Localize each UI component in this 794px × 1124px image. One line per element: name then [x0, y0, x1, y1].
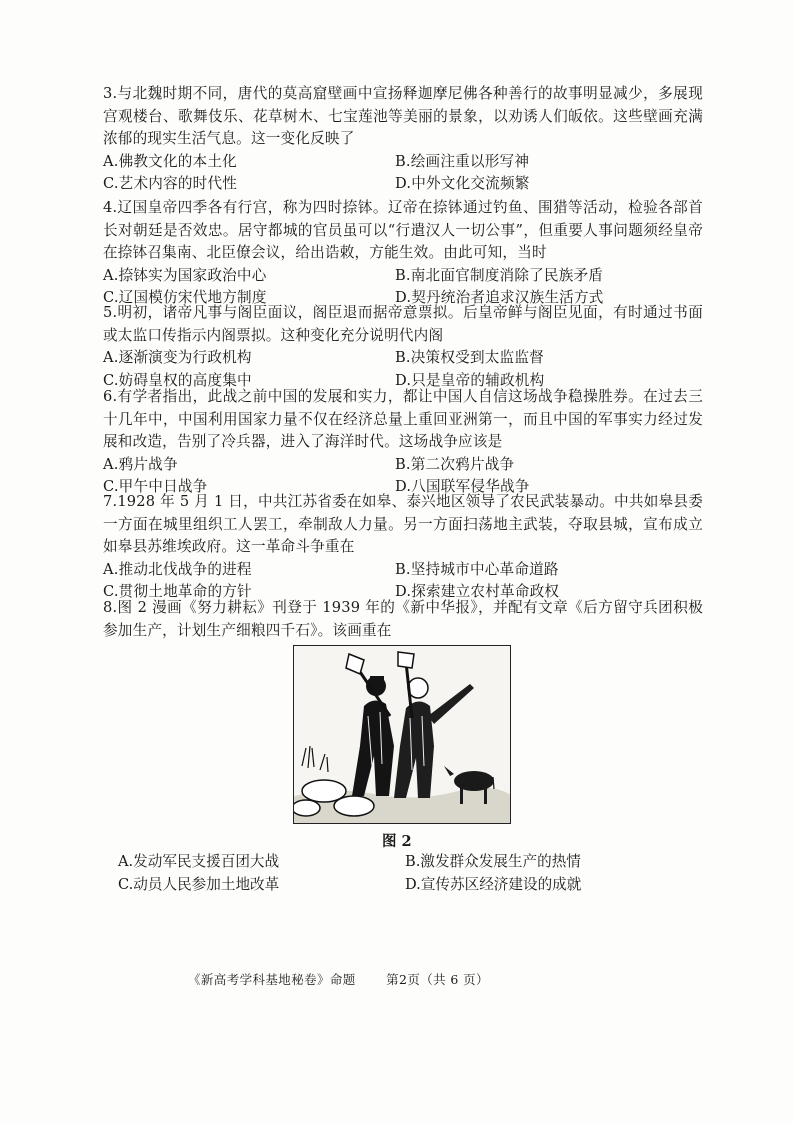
page-footer	[188, 970, 489, 988]
option-a[interactable]: A.捺钵实为国家政治中心	[103, 266, 267, 284]
option-a[interactable]: A.佛教文化的本土化	[103, 152, 237, 170]
figure-caption: 图 2	[382, 833, 412, 850]
option-d[interactable]: D.宣传苏区经济建设的成就	[405, 876, 582, 893]
question-stem: 6.有学者指出，此战之前中国的发展和实力，都让中国人自信这场战争稳操胜券。在过去三十几年中，中国利用国家力量不仅在经济总量上重回亚洲第一，而且中国的军事实力经过发展和改造，告别了冷兵器，进入了海洋时代。这场战争应该是	[103, 388, 703, 451]
question-5	[103, 302, 703, 392]
question-stem: 4.辽国皇帝四季各有行宫，称为四时捺钵。辽帝在捺钵通过钓鱼、围猎等活动，检验各部首长对朝廷是否效忠。居守都城的官员虽可以“行遣汉人一切公事”，但重要人事问题须经皇帝在捺钵召集南、北臣僚会议，给出诰敕，方能生效。由此可知，当时	[103, 199, 703, 262]
question-8	[103, 597, 703, 642]
option-c[interactable]: C.艺术内容的时代性	[103, 175, 238, 193]
options	[103, 151, 703, 196]
option-d[interactable]: D.探索建立农村革命政权	[395, 583, 560, 601]
question-stem: 5.明初，诸帝凡事与阁臣面议，阁臣退而据帝意票拟。后皇帝鲜与阁臣见面，有时通过书面或太监口传指示内阁票拟。这种变化充分说明代内阁	[103, 304, 703, 344]
question-7	[103, 491, 703, 604]
question-stem: 8.图 2 漫画《努力耕耘》刊登于 1939 年的《新中华报》，并配有文章《后方留守兵团积极参加生产，计划生产细粮四千石》。该画重在	[103, 599, 703, 639]
option-c[interactable]: C.甲午中日战争	[103, 478, 208, 496]
option-a[interactable]: A.发动军民支援百团大战	[118, 853, 280, 870]
option-c[interactable]: C.辽国模仿宋代地方制度	[103, 289, 267, 307]
option-b[interactable]: B.绘画注重以形写神	[395, 152, 530, 170]
option-c[interactable]: C.动员人民参加土地改革	[118, 876, 280, 893]
option-d[interactable]: D.中外文化交流频繁	[395, 175, 530, 193]
options	[118, 850, 698, 896]
option-b[interactable]: B.激发群众发展生产的热情	[405, 853, 581, 870]
question-4	[103, 197, 703, 310]
option-b[interactable]: B.第二次鸦片战争	[395, 455, 515, 473]
option-d[interactable]: D.契丹统治者追求汉族生活方式	[395, 289, 604, 307]
option-c[interactable]: C.妨碍皇权的高度集中	[103, 371, 252, 389]
footer-page-number: 第2页（共 6 页）	[386, 972, 489, 987]
option-b[interactable]: B.决策权受到太监监督	[395, 349, 544, 367]
option-a[interactable]: A.逐渐演变为行政机构	[103, 349, 252, 367]
option-b[interactable]: B.坚持城市中心革命道路	[395, 560, 559, 578]
option-b[interactable]: B.南北面官制度消除了民族矛盾	[395, 266, 604, 284]
option-c[interactable]: C.贯彻土地革命的方针	[103, 583, 252, 601]
question-6	[103, 386, 703, 499]
question-stem: 7.1928 年 5 月 1 日，中共江苏省委在如皋、泰兴地区领导了农民武装暴动。中共如皋县委一方面在城里组织工人罢工，牵制敌人力量。另一方面扫荡地主武装，夺取县城，宣布成立如皋县苏维埃政府。这一革命斗争重在	[103, 493, 703, 556]
woodcut-illustration	[294, 646, 511, 824]
option-d[interactable]: D.八国联军侵华战争	[395, 478, 530, 496]
option-d[interactable]: D.只是皇帝的辅政机构	[395, 371, 545, 389]
question-8-options	[118, 850, 698, 896]
option-a[interactable]: A.推动北伐战争的进程	[103, 560, 252, 578]
option-a[interactable]: A.鸦片战争	[103, 455, 178, 473]
question-stem: 3.与北魏时期不同，唐代的莫高窟壁画中宣扬释迦摩尼佛各种善行的故事明显减少，多展现宫观楼台、歌舞伎乐、花草树木、七宝莲池等美丽的景象，以劝诱人们皈依。这些壁画充满浓郁的现实生活气息。这一变化反映了	[103, 85, 703, 148]
footer-source: 《新高考学科基地秘卷》命题	[188, 972, 356, 987]
cartoon-figure	[293, 645, 511, 824]
question-3	[103, 83, 703, 196]
